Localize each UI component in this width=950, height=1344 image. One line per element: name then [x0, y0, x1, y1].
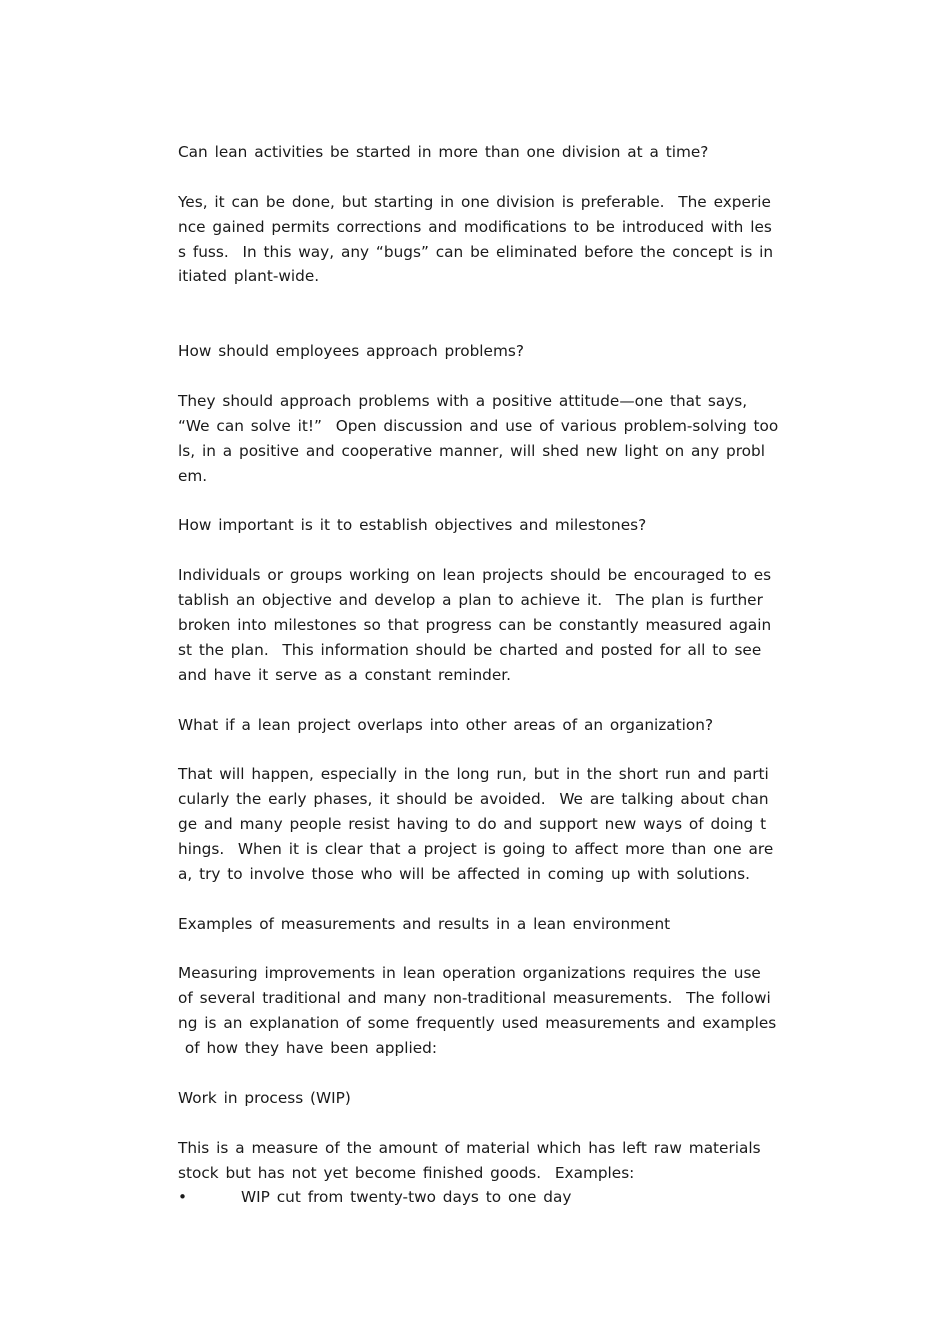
- bullet-text: WIP cut from twenty-two days to one day: [241, 1188, 572, 1207]
- paragraph-measuring-improvements: [178, 961, 818, 1061]
- text-line: of several traditional and many non-traditional measurements. The followi: [178, 989, 771, 1008]
- question-project-overlaps: [178, 713, 818, 738]
- document-body: [178, 140, 818, 1210]
- text-line: of how they have been applied:: [178, 1039, 437, 1058]
- text-line: nce gained permits corrections and modifications to be introduced with les: [178, 217, 772, 236]
- question-start-multiple-divisions: [178, 140, 818, 165]
- text-line: How should employees approach problems?: [178, 342, 524, 361]
- bullet-list-item: [178, 1185, 818, 1210]
- heading-measurement-examples: [178, 912, 818, 937]
- text-line: and have it serve as a constant reminder.: [178, 665, 512, 684]
- question-objectives-milestones: [178, 513, 818, 538]
- text-line: Work in process (WIP): [178, 1088, 351, 1107]
- text-line: Examples of measurements and results in a lean environment: [178, 914, 671, 933]
- answer-objectives-milestones: [178, 563, 818, 687]
- text-line: ls, in a positive and cooperative manner, will shed new light on any probl: [178, 441, 765, 460]
- text-line: ng is an explanation of some frequently used measurements and examples: [178, 1014, 777, 1033]
- text-line: What if a lean project overlaps into other areas of an organization?: [178, 715, 714, 734]
- text-line: stock but has not yet become finished goods. Examples:: [178, 1163, 635, 1182]
- text-line: itiated plant-wide.: [178, 267, 320, 286]
- text-line: They should approach problems with a positive attitude—one that says,: [178, 391, 748, 410]
- bullet-icon: •: [178, 1188, 188, 1207]
- text-line: hings. When it is clear that a project is going to affect more than one are: [178, 839, 774, 858]
- text-line: em.: [178, 466, 208, 485]
- text-line: a, try to involve those who will be affected in coming up with solutions.: [178, 864, 750, 883]
- text-line: cularly the early phases, it should be avoided. We are talking about chan: [178, 790, 769, 809]
- answer-project-overlaps: [178, 762, 818, 886]
- answer-approach-problems: [178, 389, 818, 489]
- heading-work-in-process: [178, 1086, 818, 1111]
- text-line: “We can solve it!” Open discussion and use of various problem-solving too: [178, 416, 779, 435]
- text-line: tablish an objective and develop a plan to achieve it. The plan is further: [178, 591, 763, 610]
- answer-start-multiple-divisions: [178, 190, 818, 290]
- text-line: s fuss. In this way, any “bugs” can be eliminated before the concept is in: [178, 242, 774, 261]
- text-line: Can lean activities be started in more than one division at a time?: [178, 143, 709, 161]
- text-line: How important is it to establish objectives and milestones?: [178, 516, 647, 535]
- text-line: broken into milestones so that progress can be constantly measured again: [178, 615, 772, 634]
- text-line: st the plan. This information should be charted and posted for all to see: [178, 640, 762, 659]
- text-line: ge and many people resist having to do and support new ways of doing t: [178, 815, 767, 834]
- text-line: Individuals or groups working on lean projects should be encouraged to es: [178, 566, 772, 585]
- paragraph-wip-definition: [178, 1136, 818, 1186]
- text-line: Yes, it can be done, but starting in one division is preferable. The experie: [178, 192, 771, 211]
- text-line: Measuring improvements in lean operation organizations requires the use: [178, 964, 761, 983]
- text-line: That will happen, especially in the long run, but in the short run and parti: [178, 765, 769, 784]
- question-approach-problems: [178, 339, 818, 364]
- text-line: This is a measure of the amount of material which has left raw materials: [178, 1138, 761, 1157]
